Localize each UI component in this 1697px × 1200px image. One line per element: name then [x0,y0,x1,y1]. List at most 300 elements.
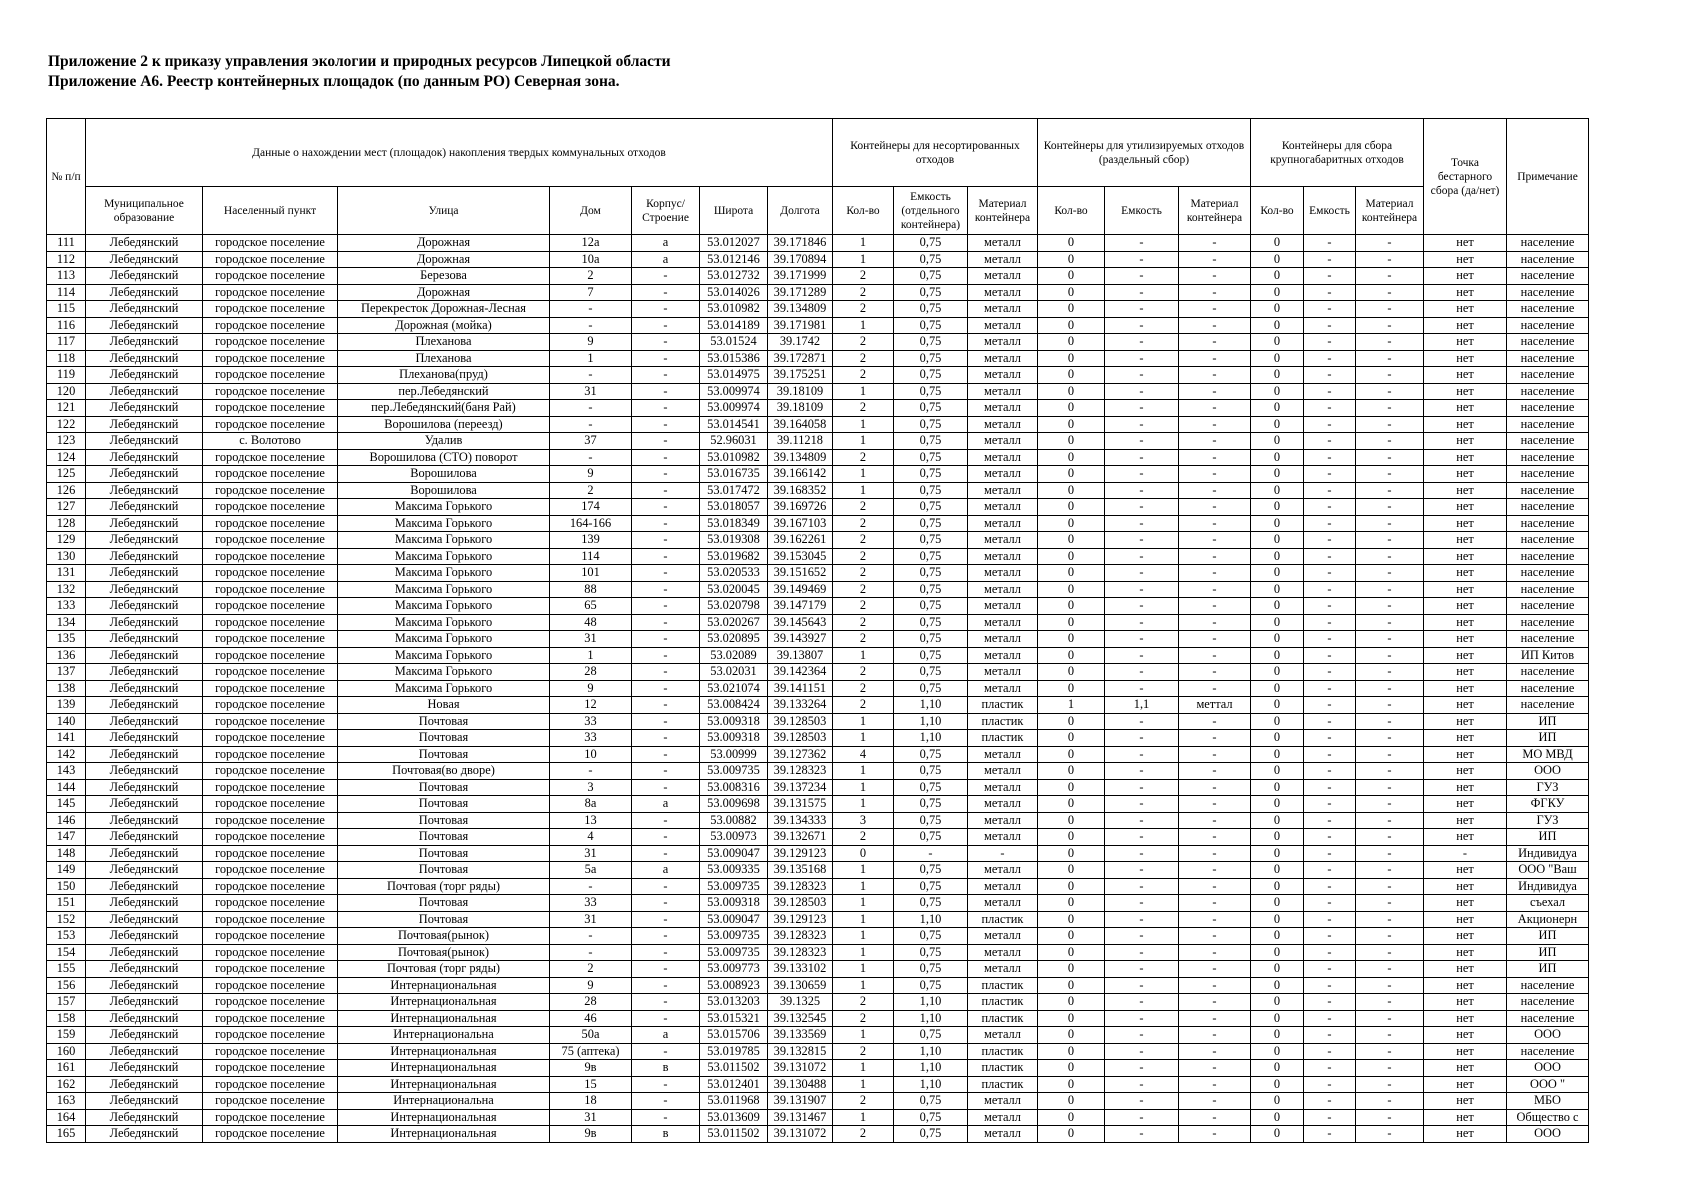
table-cell: 39.169726 [768,499,833,516]
table-cell: 0 [1038,400,1105,417]
table-cell: 75 (аптека) [550,1043,632,1060]
table-cell: нет [1424,515,1507,532]
table-cell: 164 [47,1109,86,1126]
table-cell: 112 [47,251,86,268]
table-cell: городское поселение [203,812,338,829]
table-cell: - [1304,1093,1356,1110]
table-cell: металл [968,251,1038,268]
table-cell: 53.009735 [700,944,768,961]
table-cell: 39.13807 [768,647,833,664]
table-cell: 0 [1038,499,1105,516]
table-cell: 39.18109 [768,383,833,400]
table-cell: МО МВД [1507,746,1589,763]
table-row [47,515,1589,532]
table-cell: городское поселение [203,449,338,466]
table-cell: население [1507,598,1589,615]
table-cell: металл [968,878,1038,895]
table-cell: 88 [550,581,632,598]
table-cell: Интернациональная [338,1010,550,1027]
table-cell: городское поселение [203,895,338,912]
table-cell: - [1356,779,1424,796]
table-cell: нет [1424,1109,1507,1126]
table-cell: 111 [47,235,86,252]
table-cell: Лебедянский [86,284,203,301]
table-cell: - [1179,1126,1251,1143]
table-cell: металл [968,515,1038,532]
table-row [47,251,1589,268]
table-cell: - [1356,713,1424,730]
table-cell: 0 [1251,944,1304,961]
table-cell: 53.02089 [700,647,768,664]
table-cell: - [1304,862,1356,879]
table-cell: Индивидуа [1507,845,1589,862]
table-cell: - [1179,284,1251,301]
table-cell: металл [968,862,1038,879]
table-cell: городское поселение [203,334,338,351]
table-cell: - [1356,235,1424,252]
table-cell: 39.162261 [768,532,833,549]
table-cell: городское поселение [203,301,338,318]
table-cell: 1 [833,944,894,961]
table-cell: 53.008424 [700,697,768,714]
table-cell: 0,75 [894,532,968,549]
table-cell: 53.00999 [700,746,768,763]
table-cell: 39.151652 [768,565,833,582]
table-cell: 0 [1251,515,1304,532]
header-unsorted-group: Контейнеры для несортированных отходов [833,119,1038,187]
header-bulky-capacity: Емкость [1304,187,1356,235]
table-cell: население [1507,565,1589,582]
table-cell: 0 [1251,1043,1304,1060]
registry-table [46,118,1589,1143]
table-cell: - [632,829,700,846]
table-cell: - [632,961,700,978]
table-cell: в [632,1126,700,1143]
table-cell: 53.008316 [700,779,768,796]
table-row [47,284,1589,301]
table-cell: ИП Китов [1507,647,1589,664]
table-cell: Почтовая [338,713,550,730]
table-cell: 124 [47,449,86,466]
table-cell: Лебедянский [86,994,203,1011]
table-cell: 0 [1251,779,1304,796]
table-cell: городское поселение [203,1027,338,1044]
table-cell: городское поселение [203,1010,338,1027]
table-cell: - [1304,746,1356,763]
table-cell: нет [1424,548,1507,565]
table-cell: - [550,449,632,466]
table-cell: 2 [550,268,632,285]
table-cell: Лебедянский [86,878,203,895]
table-cell: Интернациональная [338,977,550,994]
table-cell: городское поселение [203,532,338,549]
table-cell: - [1105,235,1179,252]
table-cell: 39.129123 [768,845,833,862]
table-row [47,1027,1589,1044]
table-cell: - [1304,301,1356,318]
table-cell: Почтовая(во дворе) [338,763,550,780]
table-cell: Максима Горького [338,548,550,565]
table-cell: - [632,763,700,780]
table-cell: - [1356,647,1424,664]
table-cell: 143 [47,763,86,780]
table-cell: - [632,499,700,516]
table-cell: 135 [47,631,86,648]
table-cell: Лебедянский [86,367,203,384]
table-cell: население [1507,1043,1589,1060]
table-cell: металл [968,548,1038,565]
table-cell: - [1356,812,1424,829]
table-cell: металл [968,350,1038,367]
table-cell: 157 [47,994,86,1011]
table-cell: 161 [47,1060,86,1077]
table-cell: городское поселение [203,367,338,384]
table-cell: 146 [47,812,86,829]
table-cell: 0,75 [894,482,968,499]
table-cell: 0 [1038,251,1105,268]
table-cell: городское поселение [203,383,338,400]
table-cell: 126 [47,482,86,499]
table-cell: - [1105,779,1179,796]
table-cell: 0 [1251,367,1304,384]
table-cell: население [1507,631,1589,648]
table-cell: - [1356,268,1424,285]
table-cell: - [1356,515,1424,532]
table-cell: 0,75 [894,548,968,565]
table-cell: - [1179,928,1251,945]
table-row [47,829,1589,846]
table-cell: 0 [1038,301,1105,318]
table-cell: 10а [550,251,632,268]
table-cell: - [1356,1076,1424,1093]
table-cell: металл [968,928,1038,945]
table-cell: Лебедянский [86,251,203,268]
table-cell: пластик [968,1010,1038,1027]
table-cell: 2 [833,581,894,598]
table-cell: - [632,400,700,417]
table-cell: - [1356,895,1424,912]
table-cell: 0 [1251,433,1304,450]
table-cell: - [632,647,700,664]
table-cell: - [632,680,700,697]
table-cell: - [632,895,700,912]
table-cell: городское поселение [203,1060,338,1077]
table-cell: - [1304,482,1356,499]
table-cell: Максима Горького [338,680,550,697]
table-cell: металл [968,631,1038,648]
table-cell: 0 [1251,812,1304,829]
table-cell: Максима Горького [338,532,550,549]
table-cell: - [632,482,700,499]
table-cell: ИП [1507,944,1589,961]
table-cell: - [1304,532,1356,549]
table-cell: городское поселение [203,416,338,433]
table-cell: 53.009735 [700,763,768,780]
table-cell: 53.009047 [700,911,768,928]
table-cell: - [1105,1076,1179,1093]
table-cell: 53.017472 [700,482,768,499]
table-cell: 142 [47,746,86,763]
table-cell: - [1304,466,1356,483]
table-cell: Почтовая [338,779,550,796]
table-cell: 4 [550,829,632,846]
table-row [47,796,1589,813]
table-cell: - [1179,251,1251,268]
table-cell: - [1356,1060,1424,1077]
table-cell: 128 [47,515,86,532]
table-cell: 28 [550,664,632,681]
table-cell: 148 [47,845,86,862]
table-cell: 0 [1251,1109,1304,1126]
table-cell: нет [1424,367,1507,384]
table-cell: - [1179,482,1251,499]
table-row [47,1076,1589,1093]
table-cell: 39.171289 [768,284,833,301]
table-cell: нет [1424,878,1507,895]
table-cell: 0 [1251,301,1304,318]
table-cell: 39.128503 [768,713,833,730]
table-row [47,433,1589,450]
table-cell: - [632,631,700,648]
table-cell: - [1356,581,1424,598]
table-cell: 31 [550,631,632,648]
table-cell: - [1304,284,1356,301]
table-cell: 0 [1251,235,1304,252]
table-cell: 1 [833,1109,894,1126]
table-cell: - [1356,350,1424,367]
table-cell: 39.131907 [768,1093,833,1110]
table-cell: 53.009698 [700,796,768,813]
table-cell: ООО "Ваш [1507,862,1589,879]
table-cell: ГУЗ [1507,812,1589,829]
table-cell: население [1507,1010,1589,1027]
table-cell: 1 [833,317,894,334]
table-cell: нет [1424,235,1507,252]
table-cell: - [1105,730,1179,747]
table-cell: 1 [833,928,894,945]
table-cell: металл [968,581,1038,598]
table-cell: - [632,713,700,730]
table-cell: 1 [833,1060,894,1077]
table-cell: Лебедянский [86,664,203,681]
table-cell: Дорожная [338,251,550,268]
table-cell: городское поселение [203,284,338,301]
table-cell: пластик [968,1076,1038,1093]
title-line-2: Приложение А6. Реестр контейнерных площадок (по данным РО) Северная зона. [48,73,620,90]
table-cell: 0 [1038,548,1105,565]
table-cell: нет [1424,911,1507,928]
table-cell: - [632,334,700,351]
table-cell: - [1356,730,1424,747]
table-cell: - [1179,515,1251,532]
table-cell: 33 [550,730,632,747]
table-cell: 53.011502 [700,1060,768,1077]
table-cell: ИП [1507,928,1589,945]
table-cell: - [632,367,700,384]
header-settlement: Населенный пункт [203,187,338,235]
table-cell: - [1304,664,1356,681]
table-cell: население [1507,301,1589,318]
table-cell: 1 [833,730,894,747]
table-cell: 2 [833,548,894,565]
table-cell: 39.11218 [768,433,833,450]
table-cell: 0,75 [894,515,968,532]
table-cell: 0 [1038,829,1105,846]
table-cell: Почтовая [338,829,550,846]
table-cell: 0,75 [894,895,968,912]
table-cell: Лебедянский [86,812,203,829]
table-cell: - [1179,433,1251,450]
table-cell: 1,10 [894,1043,968,1060]
table-cell: 0 [1038,1093,1105,1110]
table-cell: Лебедянский [86,532,203,549]
table-cell: ФГКУ [1507,796,1589,813]
table-cell: население [1507,284,1589,301]
table-cell: - [1304,845,1356,862]
table-cell: металл [968,680,1038,697]
table-cell: Дорожная (мойка) [338,317,550,334]
table-cell: 9 [550,680,632,697]
table-cell: - [1105,515,1179,532]
table-cell: 164-166 [550,515,632,532]
table-cell: - [1179,1060,1251,1077]
table-cell: нет [1424,631,1507,648]
table-cell: 53.009735 [700,928,768,945]
table-cell: Лебедянский [86,911,203,928]
table-cell: - [1356,284,1424,301]
table-cell: Дорожная [338,235,550,252]
table-cell: - [632,746,700,763]
table-cell: 1 [550,647,632,664]
table-cell: 0 [1251,862,1304,879]
table-cell: - [1304,631,1356,648]
table-cell: 149 [47,862,86,879]
table-cell: нет [1424,383,1507,400]
table-cell: Лебедянский [86,1109,203,1126]
table-cell: городское поселение [203,961,338,978]
table-cell: городское поселение [203,482,338,499]
table-cell: 1 [833,416,894,433]
table-cell: ООО " [1507,1076,1589,1093]
table-cell: 1 [833,713,894,730]
table-cell: - [632,1043,700,1060]
table-cell: 1,10 [894,697,968,714]
table-cell: - [1304,548,1356,565]
table-cell: нет [1424,796,1507,813]
table-cell: нет [1424,284,1507,301]
table-cell: - [1304,928,1356,945]
table-cell: металл [968,779,1038,796]
table-cell: - [1105,367,1179,384]
table-cell: 0,75 [894,746,968,763]
table-row [47,499,1589,516]
table-cell: городское поселение [203,697,338,714]
header-recyclable-material: Материал контейнера [1179,187,1251,235]
table-cell: - [1179,416,1251,433]
table-cell: 0 [1251,763,1304,780]
table-cell: 141 [47,730,86,747]
table-cell: Почтовая [338,895,550,912]
table-cell: население [1507,433,1589,450]
table-cell: - [1356,416,1424,433]
table-cell: 0,75 [894,416,968,433]
table-cell: 53.014189 [700,317,768,334]
table-cell: 0 [1251,482,1304,499]
table-cell: ИП [1507,961,1589,978]
table-cell: Перекресток Дорожная-Лесная [338,301,550,318]
table-cell: 144 [47,779,86,796]
table-cell: население [1507,268,1589,285]
table-cell: - [632,614,700,631]
table-cell: 28 [550,994,632,1011]
table-cell: нет [1424,763,1507,780]
table-cell: городское поселение [203,598,338,615]
table-cell: городское поселение [203,763,338,780]
table-cell: 53.020798 [700,598,768,615]
table-cell: 116 [47,317,86,334]
table-cell: нет [1424,1093,1507,1110]
table-cell: 159 [47,1027,86,1044]
table-cell: 1,10 [894,1076,968,1093]
table-cell: - [632,730,700,747]
table-row [47,746,1589,763]
table-cell: 53.012146 [700,251,768,268]
table-cell: 0 [1251,1076,1304,1093]
table-cell: ООО [1507,1126,1589,1143]
table-cell: а [632,862,700,879]
table-cell: 0 [1251,730,1304,747]
table-cell: 0 [1038,1027,1105,1044]
table-cell: - [1304,449,1356,466]
table-cell: 120 [47,383,86,400]
table-cell: - [1356,829,1424,846]
table-cell: нет [1424,482,1507,499]
table-cell: 160 [47,1043,86,1060]
table-row [47,845,1589,862]
table-cell: 39.168352 [768,482,833,499]
table-cell: 1,10 [894,713,968,730]
table-cell: нет [1424,614,1507,631]
table-cell: - [632,1093,700,1110]
table-cell: МБО [1507,1093,1589,1110]
table-cell: 5а [550,862,632,879]
table-cell: нет [1424,664,1507,681]
table-cell: нет [1424,1027,1507,1044]
header-recyclable-capacity: Емкость [1105,187,1179,235]
table-cell: 0 [1251,565,1304,582]
table-cell: 0 [1251,466,1304,483]
table-cell: - [1105,433,1179,450]
table-cell: 0 [1251,961,1304,978]
table-cell: - [1179,449,1251,466]
table-cell: 53.013203 [700,994,768,1011]
table-cell: 0 [1038,334,1105,351]
table-cell: 0,75 [894,1109,968,1126]
table-cell: нет [1424,697,1507,714]
table-cell: - [1179,400,1251,417]
table-cell: 39.171981 [768,317,833,334]
table-cell: городское поселение [203,994,338,1011]
table-cell: городское поселение [203,499,338,516]
table-cell: - [1304,713,1356,730]
table-cell: - [632,664,700,681]
table-cell: - [1356,598,1424,615]
table-cell: городское поселение [203,1076,338,1093]
table-cell: - [1105,878,1179,895]
table-cell: 0 [1038,1010,1105,1027]
table-cell: Лебедянский [86,1126,203,1143]
table-cell: 0 [1251,268,1304,285]
